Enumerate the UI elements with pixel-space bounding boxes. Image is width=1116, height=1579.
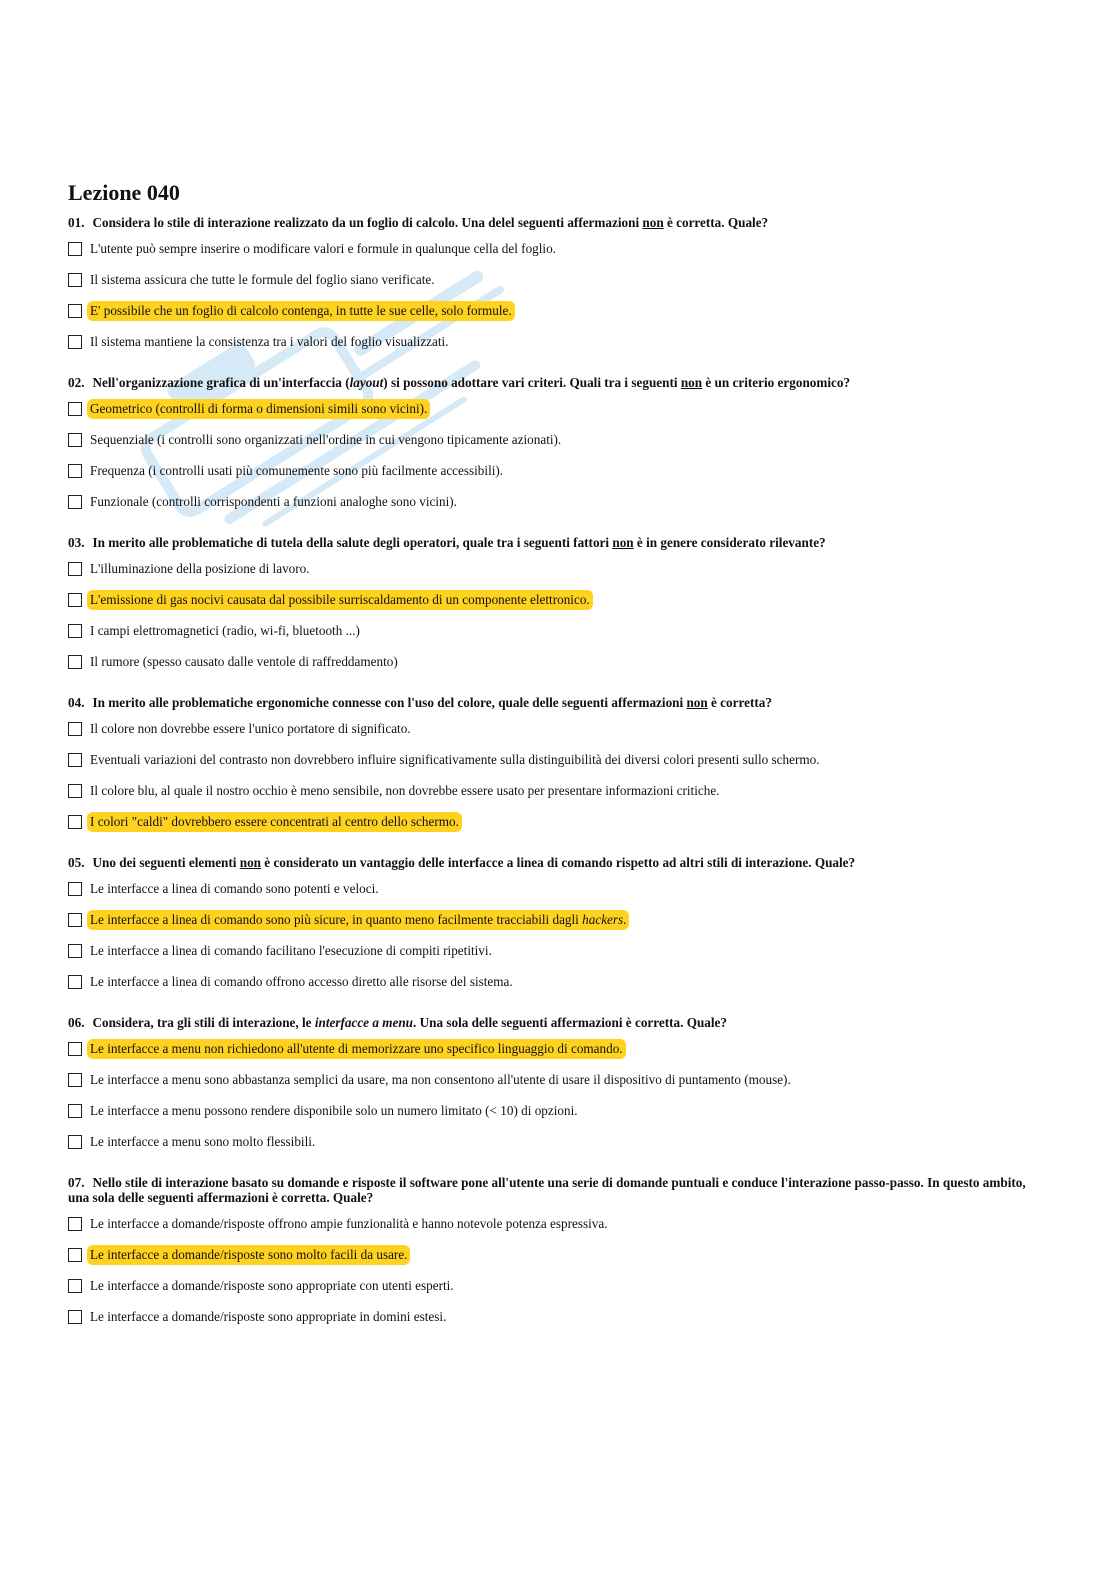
- text-run: In merito alle problematiche ergonomiche connesse con l'uso del colore, quale delle seguenti affermazioni: [92, 695, 687, 710]
- text-run: ) si possono adottare vari criteri. Quali tra i seguenti: [383, 375, 681, 390]
- checkbox[interactable]: [68, 882, 82, 896]
- answer-text: [87, 492, 460, 512]
- text-run: Uno dei seguenti elementi: [92, 855, 240, 870]
- checkbox[interactable]: [68, 242, 82, 256]
- answer-text: [87, 781, 722, 801]
- text-run: Le interfacce a menu possono rendere disponibile solo un numero limitato (< 10) di opzioni.: [90, 1103, 578, 1118]
- question-text: [68, 1015, 1028, 1030]
- question-text: [68, 375, 1028, 390]
- checkbox[interactable]: [68, 433, 82, 447]
- answer-option[interactable]: [68, 399, 1028, 419]
- text-run: Eventuali variazioni del contrasto non dovrebbero influire significativamente sulla distinguibilità dei diversi colori presenti sullo schermo.: [90, 752, 820, 767]
- answer-option[interactable]: [68, 270, 1028, 290]
- text-run: L'emissione di gas nocivi causata dal possibile surriscaldamento di un componente elettronico.: [90, 592, 590, 607]
- answer-option[interactable]: [68, 492, 1028, 512]
- answer-option[interactable]: [68, 910, 1028, 930]
- text-run: Considera, tra gli stili di interazione, le: [92, 1015, 315, 1030]
- answer-option[interactable]: [68, 430, 1028, 450]
- checkbox[interactable]: [68, 402, 82, 416]
- checkbox[interactable]: [68, 1248, 82, 1262]
- answer-option[interactable]: [68, 812, 1028, 832]
- checkbox[interactable]: [68, 753, 82, 767]
- checkbox[interactable]: [68, 1217, 82, 1231]
- answer-option[interactable]: [68, 652, 1028, 672]
- answer-option[interactable]: [68, 941, 1028, 961]
- checkbox[interactable]: [68, 913, 82, 927]
- answer-text: [87, 941, 495, 961]
- checkbox[interactable]: [68, 495, 82, 509]
- answer-text: [87, 879, 382, 899]
- question-number: 05.: [68, 855, 85, 870]
- emphasis-italic: hackers: [582, 912, 624, 927]
- answer-text: [87, 1070, 794, 1090]
- checkbox[interactable]: [68, 975, 82, 989]
- question-number: 01.: [68, 215, 85, 230]
- text-run: è considerato un vantaggio delle interfacce a linea di comando rispetto ad altri stili di interazione. Quale?: [261, 855, 856, 870]
- question-02: [68, 375, 1028, 512]
- answer-option[interactable]: [68, 1245, 1028, 1265]
- text-run: Le interfacce a domande/risposte sono appropriate con utenti esperti.: [90, 1278, 454, 1293]
- question-number: 03.: [68, 535, 85, 550]
- emphasis-italic: interfacce a menu: [314, 1015, 413, 1030]
- answer-option[interactable]: [68, 1039, 1028, 1059]
- question-text: [68, 535, 1028, 550]
- answer-text: [87, 972, 516, 992]
- answer-option[interactable]: [68, 239, 1028, 259]
- text-run: . Una sola delle seguenti affermazioni è corretta. Quale?: [413, 1015, 727, 1030]
- question-number: 06.: [68, 1015, 85, 1030]
- text-run: è in genere considerato rilevante?: [633, 535, 826, 550]
- text-run: L'illuminazione della posizione di lavoro.: [90, 561, 310, 576]
- question-01: [68, 215, 1028, 352]
- checkbox[interactable]: [68, 624, 82, 638]
- text-run: Le interfacce a linea di comando sono più sicure, in quanto meno facilmente tracciabili dagli: [90, 912, 583, 927]
- question-06: [68, 1015, 1028, 1152]
- text-run: I campi elettromagnetici (radio, wi-fi, bluetooth ...): [90, 623, 360, 638]
- answer-option[interactable]: [68, 559, 1028, 579]
- checkbox[interactable]: [68, 562, 82, 576]
- checkbox[interactable]: [68, 273, 82, 287]
- emphasis-underline: non: [686, 695, 708, 710]
- question-text: [68, 1175, 1028, 1205]
- text-run: Le interfacce a menu sono molto flessibili.: [90, 1134, 316, 1149]
- text-run: Le interfacce a domande/risposte sono molto facili da usare.: [90, 1247, 408, 1262]
- text-run: .: [623, 912, 627, 927]
- checkbox[interactable]: [68, 1310, 82, 1324]
- question-03: [68, 535, 1028, 672]
- answer-option[interactable]: [68, 590, 1028, 610]
- answer-text-highlighted: [87, 812, 462, 832]
- answer-text: [87, 1132, 318, 1152]
- text-run: Il sistema assicura che tutte le formule del foglio siano verificate.: [90, 272, 435, 287]
- emphasis-underline: non: [680, 375, 703, 390]
- text-run: Le interfacce a domande/risposte sono appropriate in domini estesi.: [90, 1309, 447, 1324]
- answer-text: [87, 719, 414, 739]
- text-run: Geometrico (controlli di forma o dimensioni simili sono vicini).: [90, 401, 428, 416]
- text-run: I colori "caldi" dovrebbero essere concentrati al centro dello schermo.: [90, 814, 459, 829]
- text-run: Frequenza (i controlli usati più comunemente sono più facilmente accessibili).: [90, 463, 504, 478]
- answer-option[interactable]: [68, 750, 1028, 770]
- answer-option[interactable]: [68, 879, 1028, 899]
- lesson-title: Lezione 040: [68, 180, 180, 205]
- checkbox[interactable]: [68, 1135, 82, 1149]
- answer-text: [87, 332, 452, 352]
- text-run: Il colore non dovrebbe essere l'unico portatore di significato.: [90, 721, 411, 736]
- answer-text: [87, 750, 823, 770]
- text-run: Le interfacce a domande/risposte offrono ampie funzionalità e hanno notevole potenza espressiva.: [90, 1216, 608, 1231]
- answer-text: [87, 1307, 449, 1327]
- question-04: [68, 695, 1028, 832]
- question-text: [68, 695, 1028, 710]
- answer-option[interactable]: [68, 972, 1028, 992]
- question-number: 07.: [68, 1175, 85, 1190]
- answer-text: [87, 1276, 457, 1296]
- checkbox[interactable]: [68, 593, 82, 607]
- text-run: In merito alle problematiche di tutela della salute degli operatori, quale tra i seguenti fattori: [92, 535, 613, 550]
- checkbox[interactable]: [68, 335, 82, 349]
- answer-text: [87, 430, 564, 450]
- text-run: Il sistema mantiene la consistenza tra i valori del foglio visualizzati.: [90, 334, 449, 349]
- answer-text-highlighted: [87, 301, 515, 321]
- answer-text: [87, 461, 506, 481]
- text-run: Le interfacce a linea di comando sono potenti e veloci.: [90, 881, 379, 896]
- answer-option[interactable]: [68, 1214, 1028, 1234]
- answer-option[interactable]: [68, 1132, 1028, 1152]
- text-run: Il colore blu, al quale il nostro occhio è meno sensibile, non dovrebbe essere usato per presentare informazioni critiche.: [90, 783, 720, 798]
- text-run: è corretta?: [707, 695, 772, 710]
- checkbox[interactable]: [68, 815, 82, 829]
- answer-text: [87, 1101, 581, 1121]
- emphasis-underline: non: [612, 535, 634, 550]
- answer-text: [87, 559, 313, 579]
- answer-text: [87, 652, 401, 672]
- answer-option[interactable]: [68, 781, 1028, 801]
- checkbox[interactable]: [68, 655, 82, 669]
- answer-option[interactable]: [68, 332, 1028, 352]
- text-run: Funzionale (controlli corrispondenti a funzioni analoghe sono vicini).: [90, 494, 457, 509]
- text-run: L'utente può sempre inserire o modificare valori e formule in qualunque cella del foglio.: [90, 241, 556, 256]
- text-run: Nello stile di interazione basato su domande e risposte il software pone all'utente una serie di domande puntuali e conduce l'interazione passo-passo. In questo ambito, una sola delle seguenti affermazioni è corretta. Quale?: [68, 1175, 1026, 1205]
- checkbox[interactable]: [68, 1279, 82, 1293]
- checkbox[interactable]: [68, 722, 82, 736]
- checkbox[interactable]: [68, 1104, 82, 1118]
- checkbox[interactable]: [68, 464, 82, 478]
- text-run: E' possibile che un foglio di calcolo contenga, in tutte le sue celle, solo formule.: [90, 303, 512, 318]
- checkbox[interactable]: [68, 1073, 82, 1087]
- answer-option[interactable]: [68, 1101, 1028, 1121]
- answer-text-highlighted: [87, 1039, 626, 1059]
- answer-option[interactable]: [68, 301, 1028, 321]
- question-number: 02.: [68, 375, 85, 390]
- checkbox[interactable]: [68, 944, 82, 958]
- emphasis-italic: layout: [349, 375, 384, 390]
- document-content: [68, 178, 1028, 1350]
- answer-option[interactable]: [68, 1276, 1028, 1296]
- answer-text-highlighted: [87, 590, 593, 610]
- text-run: Le interfacce a linea di comando offrono accesso diretto alle risorse del sistema.: [90, 974, 513, 989]
- answer-text: [87, 1214, 611, 1234]
- text-run: Considera lo stile di interazione realizzato da un foglio di calcolo. Una delel seguenti affermazioni: [92, 215, 643, 230]
- question-number: 04.: [68, 695, 85, 710]
- text-run: Nell'organizzazione grafica di un'interfaccia (: [92, 375, 350, 390]
- text-run: è corretta. Quale?: [663, 215, 769, 230]
- answer-text-highlighted: [87, 1245, 410, 1265]
- answer-option[interactable]: [68, 1070, 1028, 1090]
- emphasis-underline: non: [239, 855, 261, 870]
- answer-text-highlighted: [87, 910, 629, 930]
- text-run: è un criterio ergonomico?: [702, 375, 851, 390]
- text-run: Sequenziale (i controlli sono organizzati nell'ordine in cui vengono tipicamente azionati).: [90, 432, 562, 447]
- question-05: [68, 855, 1028, 992]
- answer-text: [87, 270, 438, 290]
- answer-option[interactable]: [68, 1307, 1028, 1327]
- answer-text-highlighted: [87, 399, 430, 419]
- question-07: [68, 1175, 1028, 1327]
- answer-text: [87, 621, 363, 641]
- answer-option[interactable]: [68, 461, 1028, 481]
- checkbox[interactable]: [68, 1042, 82, 1056]
- question-list: [68, 215, 1028, 1327]
- answer-option[interactable]: [68, 621, 1028, 641]
- checkbox[interactable]: [68, 304, 82, 318]
- text-run: Le interfacce a menu sono abbastanza semplici da usare, ma non consentono all'utente di usare il dispositivo di puntamento (mouse).: [90, 1072, 791, 1087]
- checkbox[interactable]: [68, 784, 82, 798]
- answer-option[interactable]: [68, 719, 1028, 739]
- text-run: Le interfacce a menu non richiedono all'utente di memorizzare uno specifico linguaggio di comando.: [90, 1041, 623, 1056]
- text-run: Le interfacce a linea di comando facilitano l'esecuzione di compiti ripetitivi.: [90, 943, 492, 958]
- question-text: [68, 855, 1028, 870]
- question-text: [68, 215, 1028, 230]
- emphasis-underline: non: [642, 215, 664, 230]
- text-run: Il rumore (spesso causato dalle ventole di raffreddamento): [90, 654, 398, 669]
- answer-text: [87, 239, 559, 259]
